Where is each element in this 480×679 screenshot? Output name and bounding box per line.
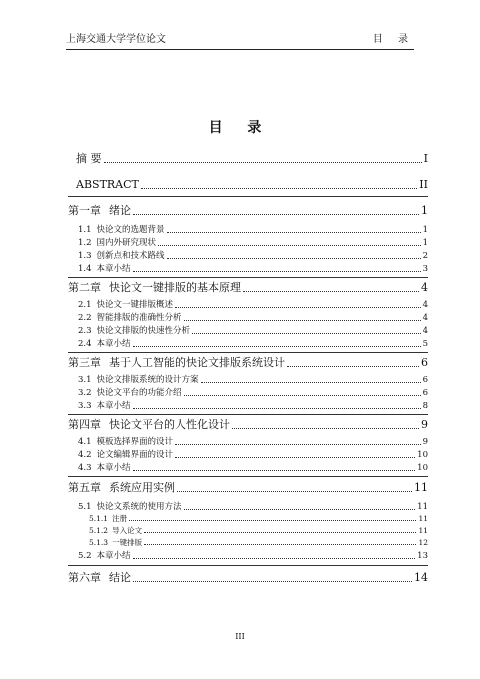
toc-entry[interactable] <box>68 375 428 386</box>
toc-entry[interactable] <box>68 178 428 192</box>
toc-entry-number: 第五章 <box>68 481 101 494</box>
toc-leader-dots <box>175 443 421 445</box>
toc-leader-dots <box>133 557 416 559</box>
toc-entry[interactable] <box>68 526 428 536</box>
toc-entry-label: 快论文一键排版概述 <box>96 300 174 310</box>
toc-entry[interactable] <box>68 339 428 350</box>
toc-entry[interactable] <box>68 388 428 399</box>
toc-entry-number: 第六章 <box>68 571 101 584</box>
toc-entry[interactable] <box>68 514 428 524</box>
toc-entry-number: 第四章 <box>68 418 101 431</box>
toc-entry-label: 本章小结 <box>96 463 131 473</box>
toc-entry-number: 5.1 <box>78 502 92 512</box>
toc-entry-label: 本章小结 <box>96 339 131 349</box>
toc-separator <box>68 414 428 415</box>
toc-entry-number: 2.2 <box>78 313 92 323</box>
toc-entry[interactable] <box>68 300 428 311</box>
toc-entry-number: 5.1.2 <box>89 526 109 535</box>
toc-entry-page: 9 <box>422 437 428 447</box>
toc-entry[interactable] <box>68 238 428 249</box>
toc-entry[interactable] <box>68 437 428 448</box>
toc-entry[interactable] <box>68 251 428 262</box>
header-university-title: 上海交通大学学位论文 <box>66 34 166 45</box>
header-section-title: 目 录 <box>372 34 414 45</box>
toc-leader-dots <box>232 427 419 429</box>
toc-entry-label: 导入论文 <box>112 526 143 535</box>
toc-entry-number: 第二章 <box>68 281 101 294</box>
toc-entry-page: 14 <box>414 571 428 584</box>
toc-leader-dots <box>133 345 421 347</box>
toc-entry-label: ABSTRACT <box>76 178 139 191</box>
toc-entry[interactable] <box>68 264 428 275</box>
toc-entry-page: 1 <box>422 225 428 235</box>
toc-entry[interactable] <box>68 356 428 370</box>
toc-leader-dots <box>133 270 421 272</box>
toc-entry-page: 1 <box>421 204 428 217</box>
toc-entry[interactable] <box>68 313 428 324</box>
toc-leader-dots <box>144 543 416 545</box>
toc-entry-number: 3.2 <box>78 388 92 398</box>
toc-entry-label: 快论文一键排版的基本原理 <box>109 281 241 294</box>
toc-entry[interactable] <box>68 463 428 474</box>
toc-entry-number: 1.3 <box>78 251 92 261</box>
toc-leader-dots <box>141 187 417 189</box>
toc-leader-dots <box>287 365 419 367</box>
toc-leader-dots <box>177 490 412 492</box>
toc-entry-label: 快论文平台的功能介绍 <box>96 388 182 398</box>
toc-entry[interactable] <box>68 551 428 562</box>
toc-leader-dots <box>133 580 412 582</box>
toc-entry[interactable] <box>68 326 428 337</box>
toc-entry[interactable] <box>68 481 428 495</box>
toc-entry-page: 1 <box>422 238 428 248</box>
toc-entry-page: 11 <box>418 514 428 523</box>
toc-entry-page: 10 <box>417 450 428 460</box>
toc-leader-dots <box>175 306 421 308</box>
toc-separator <box>68 277 428 278</box>
toc-entry-page: 6 <box>422 388 428 398</box>
toc-leader-dots <box>129 519 416 521</box>
toc-separator <box>68 196 428 197</box>
toc-entry-label: 系统应用实例 <box>109 481 175 494</box>
running-header <box>66 33 414 50</box>
toc-entry[interactable] <box>68 225 428 236</box>
toc-leader-dots <box>192 332 421 334</box>
toc-entry-page: 11 <box>417 502 428 512</box>
toc-entry-page: 11 <box>418 526 428 535</box>
toc-entry-label: 论文编辑界面的设计 <box>96 450 174 460</box>
toc-leader-dots <box>158 244 421 246</box>
toc-entry-label: 创新点和技术路线 <box>96 251 165 261</box>
toc-entry-page: 6 <box>422 375 428 385</box>
toc-leader-dots <box>133 469 416 471</box>
toc-leader-dots <box>175 456 415 458</box>
toc-entry-page: 8 <box>422 401 428 411</box>
toc-entry-page: 4 <box>422 326 428 336</box>
toc-separator <box>68 352 428 353</box>
toc-entry-label: 摘 要 <box>76 152 102 165</box>
toc-entry[interactable] <box>68 571 428 585</box>
toc-entry-page: 4 <box>422 313 428 323</box>
toc-entry-label: 一键排版 <box>112 538 143 547</box>
toc-entry-page: 11 <box>414 481 428 494</box>
toc-entry-label: 快论文平台的人性化设计 <box>109 418 230 431</box>
toc-entry[interactable] <box>68 502 428 513</box>
toc-separator <box>68 476 428 477</box>
toc-entry-label: 国内外研究现状 <box>96 238 157 248</box>
toc-entry-number: 第三章 <box>68 356 101 369</box>
toc-entry-label: 本章小结 <box>96 401 131 411</box>
toc-title: 目 录 <box>208 120 272 136</box>
toc-leader-dots <box>184 319 421 321</box>
toc-entry-number: 4.2 <box>78 450 92 460</box>
toc-entry-page: 13 <box>417 551 428 561</box>
toc-entry-number: 1.4 <box>78 264 92 274</box>
toc-leader-dots <box>243 290 419 292</box>
toc-entry-page: 4 <box>422 300 428 310</box>
toc-leader-dots <box>104 161 422 163</box>
toc-separator <box>68 565 428 566</box>
toc-entry[interactable] <box>68 152 428 166</box>
toc-entry-page: 4 <box>421 281 428 294</box>
toc-entry-page: 6 <box>421 356 428 369</box>
toc-entry[interactable] <box>68 204 428 218</box>
toc-entry-page: 9 <box>421 418 428 431</box>
toc-entry[interactable] <box>68 281 428 295</box>
toc-entry-label: 智能排版的准确性分析 <box>96 313 182 323</box>
toc-entry-number: 3.3 <box>78 401 92 411</box>
toc-entry-label: 快论文系统的使用方法 <box>96 502 182 512</box>
toc-entry-number: 3.1 <box>78 375 92 385</box>
toc-entry-label: 快论文排版的快速性分析 <box>96 326 191 336</box>
toc-entry-number: 1.2 <box>78 238 92 248</box>
toc-entry-label: 本章小结 <box>96 264 131 274</box>
toc-leader-dots <box>144 531 416 533</box>
toc-leader-dots <box>133 213 419 215</box>
toc-entry-label: 模板选择界面的设计 <box>96 437 174 447</box>
toc-entry-page: 2 <box>422 251 428 261</box>
toc-entry-number: 5.1.1 <box>89 514 109 523</box>
toc-entry-label: 本章小结 <box>96 551 131 561</box>
toc-entry-label: 快论文的选题背景 <box>96 225 165 235</box>
toc-entry-page: 10 <box>417 463 428 473</box>
toc-entry-label: 注册 <box>112 514 128 523</box>
toc-entry-page: 5 <box>422 339 428 349</box>
toc-leader-dots <box>167 231 421 233</box>
toc-entry-number: 2.3 <box>78 326 92 336</box>
toc-entry-page: I <box>423 152 428 165</box>
toc-entry-label: 绪论 <box>109 204 131 217</box>
toc-entry-number: 4.3 <box>78 463 92 473</box>
toc-entry-number: 4.1 <box>78 437 92 447</box>
page-number: III <box>235 632 245 641</box>
toc-entry-page: 12 <box>418 538 428 547</box>
toc-entry-number: 2.4 <box>78 339 92 349</box>
toc-entry-label: 快论文排版系统的设计方案 <box>96 375 199 385</box>
toc-entry-page: 3 <box>422 264 428 274</box>
toc-entry-number: 1.1 <box>78 225 92 235</box>
toc-entry[interactable] <box>68 450 428 461</box>
toc-leader-dots <box>184 394 421 396</box>
toc-entry[interactable] <box>68 401 428 412</box>
toc-entry-number: 5.2 <box>78 551 92 561</box>
toc-entry-number: 5.1.3 <box>89 538 109 547</box>
toc-leader-dots <box>184 508 416 510</box>
toc-entry-label: 基于人工智能的快论文排版系统设计 <box>109 356 285 369</box>
toc-entry-label: 结论 <box>109 571 131 584</box>
toc-entry[interactable] <box>68 418 428 432</box>
toc-entry-number: 2.1 <box>78 300 92 310</box>
toc-leader-dots <box>167 257 421 259</box>
toc-entry[interactable] <box>68 538 428 548</box>
toc-entry-page: II <box>419 178 428 191</box>
toc-leader-dots <box>133 407 421 409</box>
toc-leader-dots <box>201 381 421 383</box>
toc-entry-number: 第一章 <box>68 204 101 217</box>
